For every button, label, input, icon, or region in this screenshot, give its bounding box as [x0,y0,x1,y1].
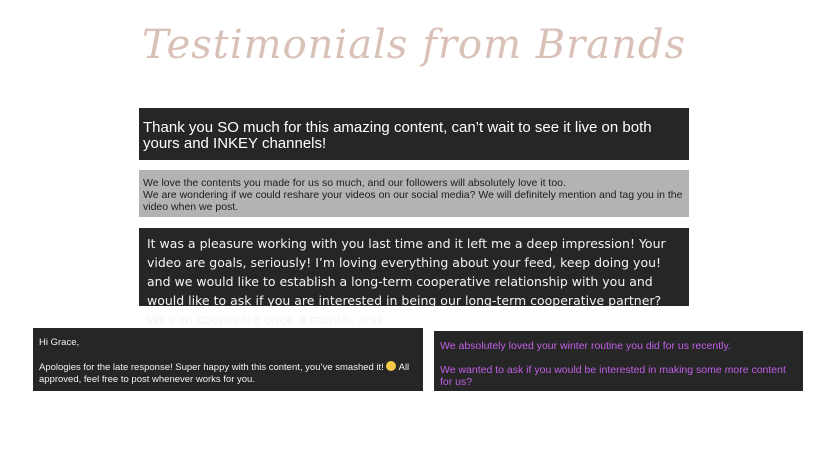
testimonial-card-inkey [139,108,689,160]
testimonial-text: Thank you SO much for this amazing content, can’t wait to see it live on both yours and INKEY channels! [143,119,652,152]
page-title: Testimonials from Brands [142,22,686,68]
testimonial-line-1: We absolutely loved your winter routine you did for us recently. [440,340,731,352]
testimonial-body: Apologies for the late response! Super happy with this content, you’ve smashed it! All approved, feel free to post whenever works for you. [39,362,410,385]
testimonial-card-winter-routine [434,331,803,391]
testimonial-card-partnership [139,228,689,327]
testimonial-card-grace [33,328,423,391]
testimonial-greeting: Hi Grace, [39,337,80,348]
testimonial-line-1: We love the contents you made for us so much, and our followers will absolutely love it too. [143,177,566,189]
testimonial-text: It was a pleasure working with you last time and it left me a deep impression! Your video are goals, seriously! I’m loving everything about your feed, keep doing you! and we would like to establish a long-term cooperative relationship with you and would like to ask if you are interested in being our long-term cooperative partner? We can cooperate once a month, and [147,236,666,327]
testimonial-line-2: We are wondering if we could reshare your videos on our social media? We will definitely mention and tag you in the video when we post. [143,189,683,213]
testimonial-line-2: We wanted to ask if you would be interested in making some more content for us? [440,364,786,388]
testimonial-card-reshare [139,170,689,217]
smiling-face-emoji-icon [386,361,396,371]
